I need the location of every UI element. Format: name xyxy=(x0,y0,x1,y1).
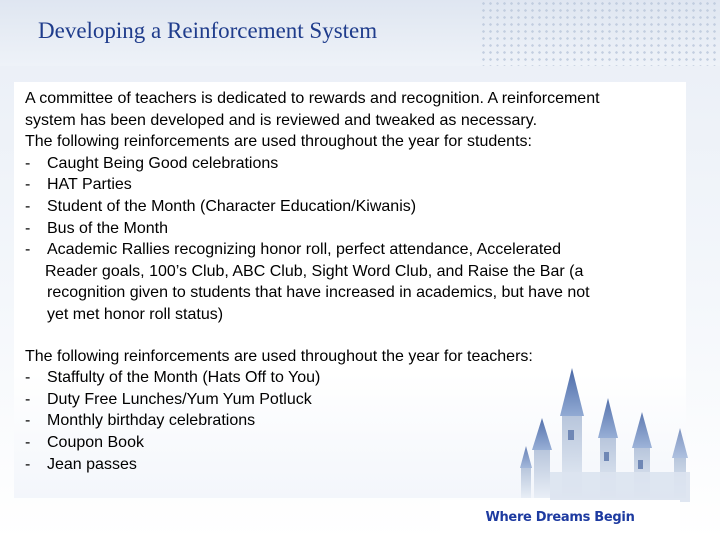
bullet-dash: - xyxy=(25,455,31,473)
list-item: - HAT Parties xyxy=(25,174,685,196)
header-dot-pattern xyxy=(480,0,720,66)
list-item: - Coupon Book xyxy=(25,432,685,454)
list-item: - Academic Rallies recognizing honor roll, perfect attendance, Accelerated xyxy=(25,239,685,261)
list-item-continuation: yet met honor roll status) xyxy=(47,305,224,323)
list-item: - Caught Being Good celebrations xyxy=(25,153,685,175)
list-item: - Bus of the Month xyxy=(25,218,685,240)
list-item: - Monthly birthday celebrations xyxy=(25,410,685,432)
tagline: Where Dreams Begin xyxy=(485,510,635,525)
intro-line: system has been developed and is reviewed and tweaked as necessary. xyxy=(25,111,538,129)
body-text xyxy=(25,88,685,475)
student-reinforcement-list xyxy=(25,153,685,261)
bullet-dash: - xyxy=(25,412,31,430)
bullet-dash: - xyxy=(25,241,31,259)
students-heading: The following reinforcements are used throughout the year for students: xyxy=(25,133,532,151)
teachers-heading: The following reinforcements are used throughout the year for teachers: xyxy=(25,347,533,365)
slide-title: Developing a Reinforcement System xyxy=(38,18,378,43)
list-item: - Duty Free Lunches/Yum Yum Potluck xyxy=(25,389,685,411)
list-item: - Staffulty of the Month (Hats Off to You) xyxy=(25,367,685,389)
bullet-dash: - xyxy=(25,197,31,215)
list-item-continuation: Reader goals, 100’s Club, ABC Club, Sight Word Club, and Raise the Bar (a xyxy=(45,262,584,280)
bullet-dash: - xyxy=(25,390,31,408)
teacher-reinforcement-list xyxy=(25,367,685,475)
list-item-continuation: recognition given to students that have increased in academics, but have not xyxy=(47,284,590,302)
bullet-dash: - xyxy=(25,369,31,387)
bullet-dash: - xyxy=(25,219,31,237)
list-item: - Jean passes xyxy=(25,454,685,476)
intro-line: A committee of teachers is dedicated to rewards and recognition. A reinforcement xyxy=(25,90,600,107)
bullet-dash: - xyxy=(25,176,31,194)
list-item: - Student of the Month (Character Education/Kiwanis) xyxy=(25,196,685,218)
bullet-dash: - xyxy=(25,433,31,451)
bullet-dash: - xyxy=(25,154,31,172)
